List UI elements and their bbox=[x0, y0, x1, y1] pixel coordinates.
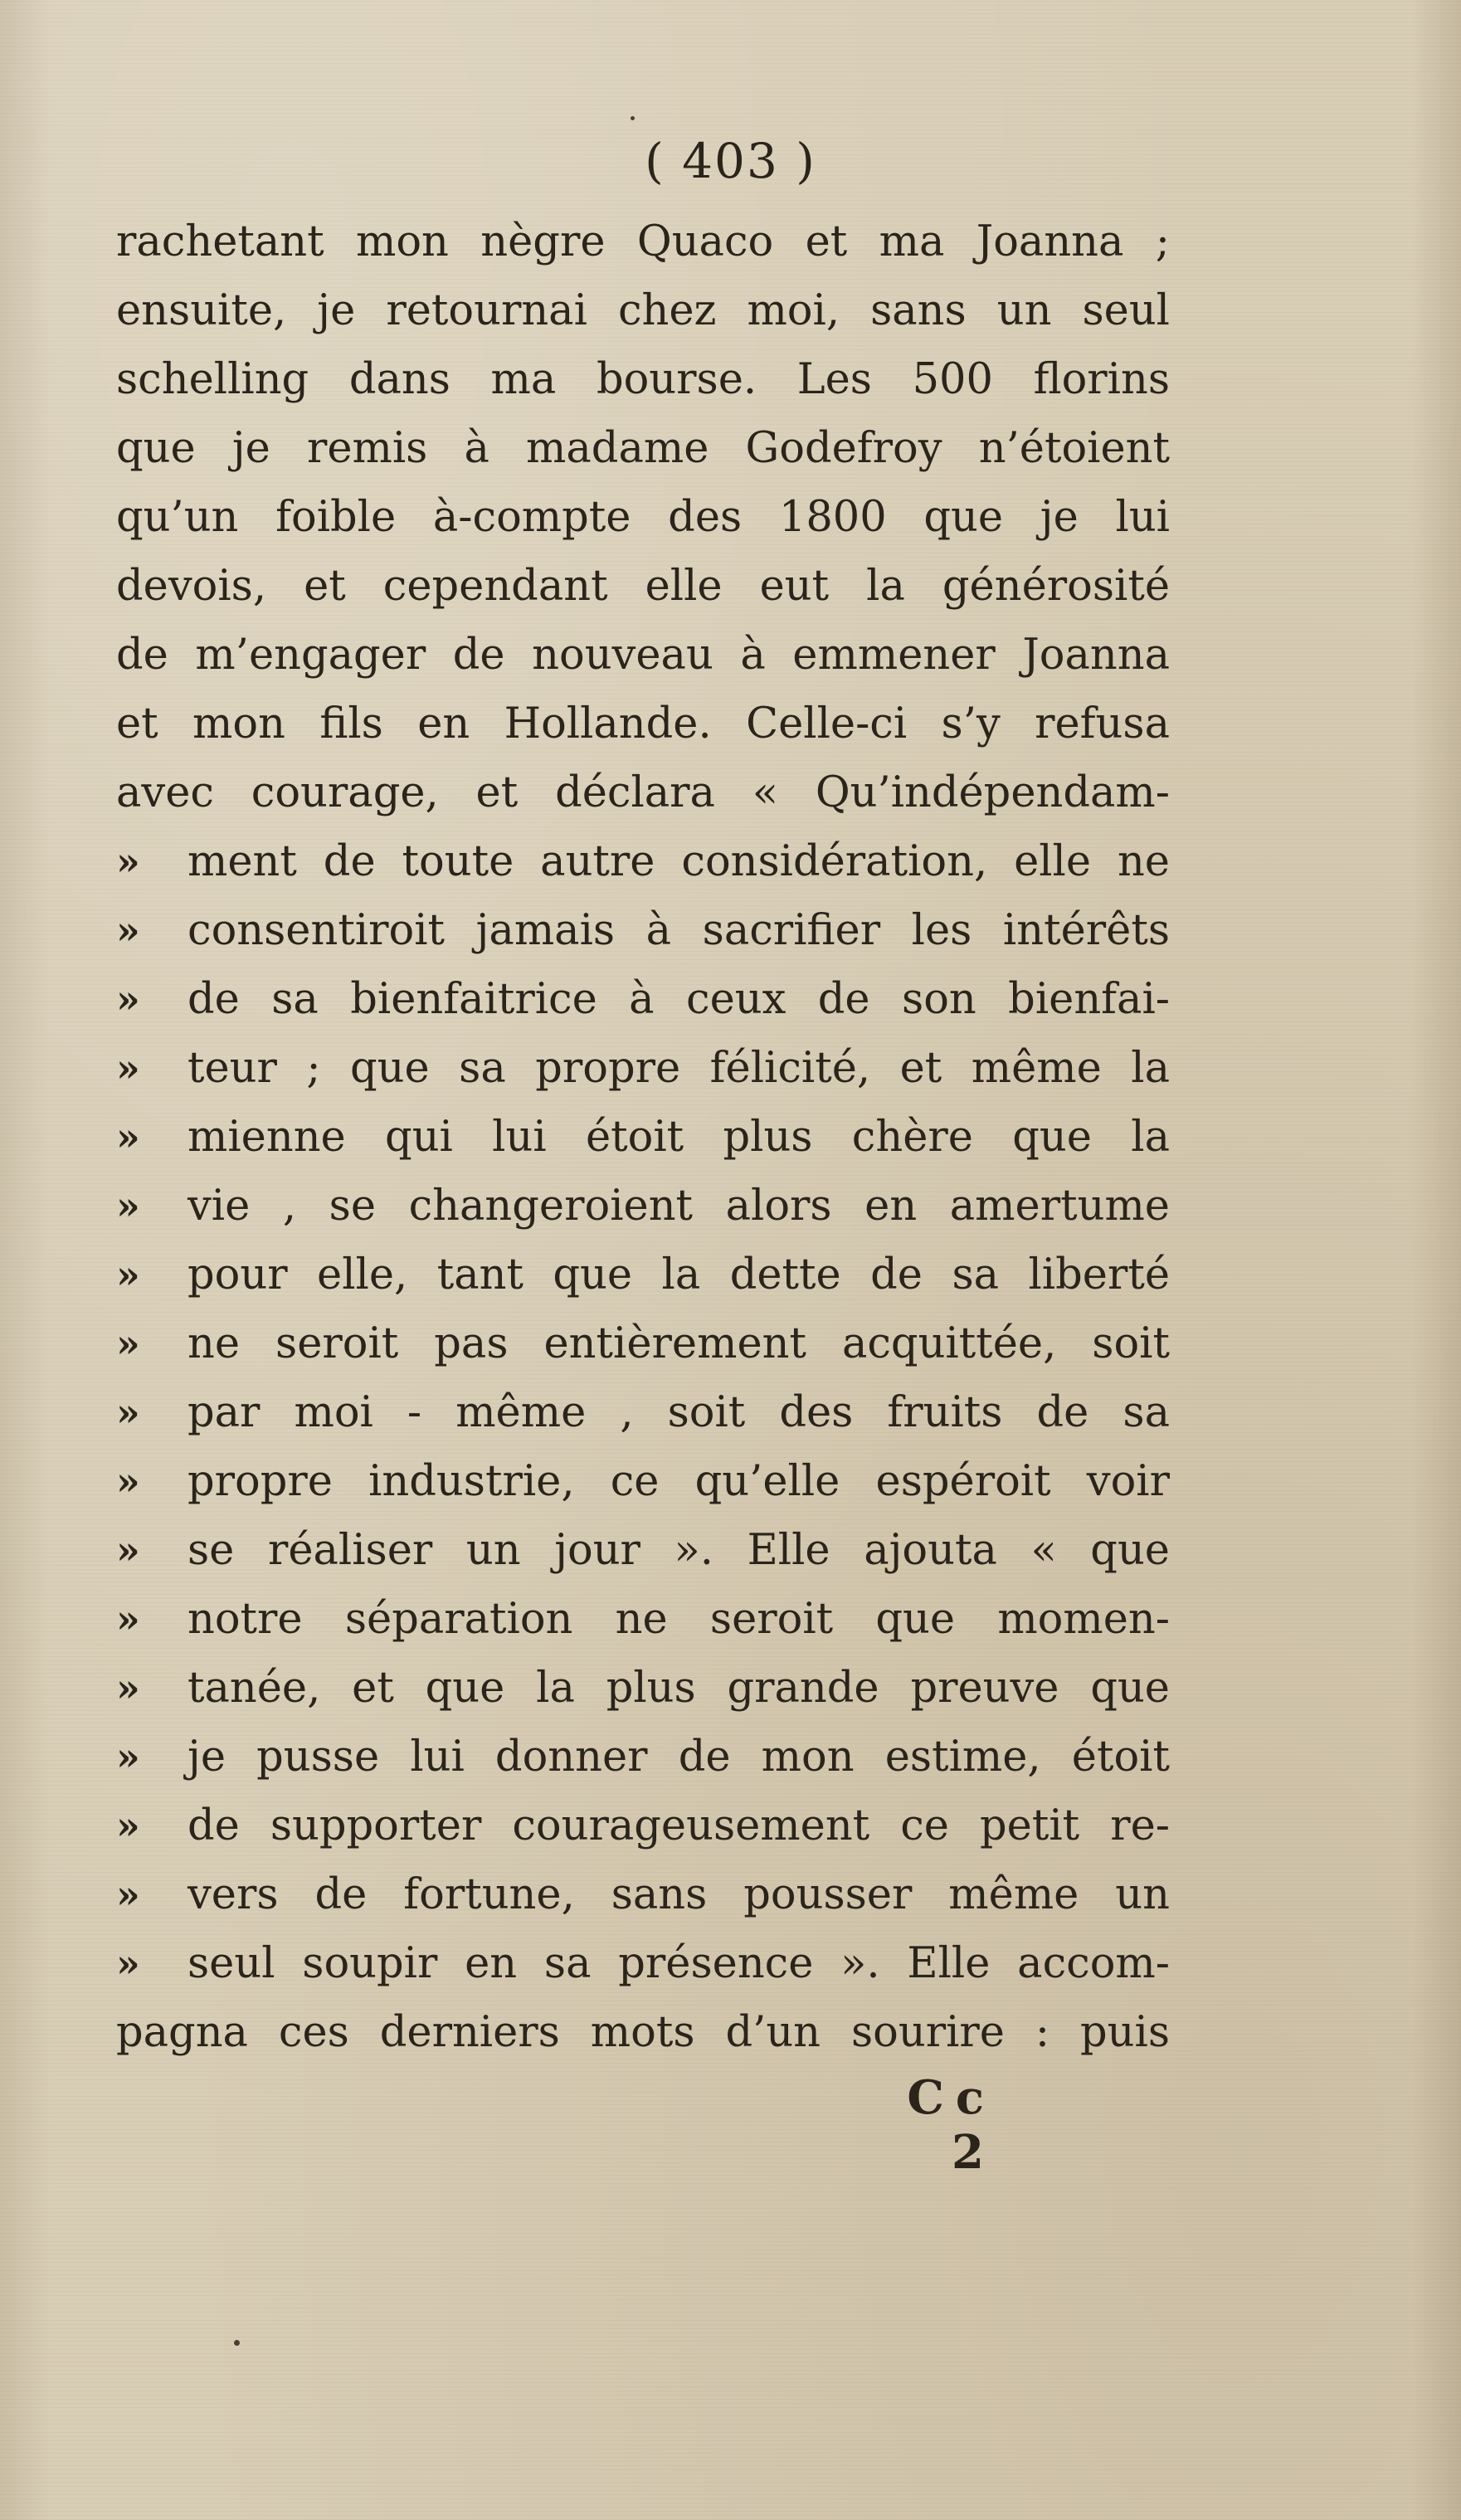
text-line bbox=[116, 276, 1170, 345]
line-text: ensuite, je retournai chez moi, sans un seul bbox=[116, 286, 1170, 335]
text-line bbox=[116, 1516, 1170, 1585]
quote-mark: » bbox=[116, 1941, 140, 1986]
line-text: seul soupir en sa présence ». Elle accom- bbox=[187, 1939, 1170, 1988]
line-text: teur ; que sa propre félicité, et même la bbox=[187, 1044, 1170, 1093]
page-left-edge-shadow bbox=[0, 0, 50, 2520]
text-line bbox=[116, 1241, 1170, 1309]
quote-mark: » bbox=[116, 1252, 140, 1297]
quote-mark: » bbox=[116, 1321, 140, 1366]
text-line bbox=[116, 1723, 1170, 1791]
text-line bbox=[116, 827, 1170, 896]
text-line bbox=[116, 690, 1170, 758]
line-text: rachetant mon nègre Quaco et ma Joanna ; bbox=[116, 217, 1170, 266]
quote-mark: » bbox=[116, 1596, 140, 1641]
quote-mark: » bbox=[116, 1183, 140, 1228]
text-line bbox=[116, 345, 1170, 414]
line-text: schelling dans ma bourse. Les 500 florins bbox=[116, 355, 1170, 404]
line-text: qu’un foible à-compte des 1800 que je lui bbox=[116, 493, 1170, 542]
line-text: devois, et cependant elle eut la générosité bbox=[116, 562, 1170, 611]
quote-mark: » bbox=[116, 908, 140, 953]
line-text: pour elle, tant que la dette de sa liberté bbox=[187, 1250, 1170, 1299]
text-line bbox=[116, 1172, 1170, 1241]
text-line bbox=[116, 1998, 1170, 2067]
line-text: ne seroit pas entièrement acquittée, soit bbox=[187, 1319, 1170, 1368]
text-line bbox=[116, 414, 1170, 483]
ink-speck bbox=[234, 2340, 240, 2346]
line-text: notre séparation ne seroit que momen- bbox=[187, 1595, 1170, 1644]
body-text bbox=[116, 207, 1170, 2067]
text-line bbox=[116, 1654, 1170, 1723]
text-line bbox=[116, 1309, 1170, 1378]
line-text: ment de toute autre considération, elle ne bbox=[187, 837, 1170, 886]
line-text: je pusse lui donner de mon estime, étoit bbox=[187, 1733, 1170, 1782]
line-text: vers de fortune, sans pousser même un bbox=[187, 1870, 1170, 1919]
quote-mark: » bbox=[116, 1803, 140, 1848]
signature-mark: Cc 2 bbox=[907, 2070, 996, 2180]
quote-mark: » bbox=[116, 1459, 140, 1504]
text-line bbox=[116, 758, 1170, 827]
quote-mark: » bbox=[116, 1872, 140, 1917]
line-text: mienne qui lui étoit plus chère que la bbox=[187, 1113, 1170, 1162]
text-line bbox=[116, 483, 1170, 552]
line-text: et mon fils en Hollande. Celle-ci s’y refusa bbox=[116, 699, 1170, 748]
line-text: de sa bienfaitrice à ceux de son bienfai- bbox=[187, 975, 1170, 1024]
quote-mark: » bbox=[116, 1734, 140, 1779]
line-text: propre industrie, ce qu’elle espéroit voir bbox=[187, 1457, 1170, 1506]
line-text: de supporter courageusement ce petit re- bbox=[187, 1801, 1170, 1850]
text-line bbox=[116, 1860, 1170, 1929]
line-text: tanée, et que la plus grande preuve que bbox=[187, 1664, 1170, 1713]
text-line bbox=[116, 552, 1170, 621]
text-line bbox=[116, 621, 1170, 690]
page-right-edge-shadow bbox=[1411, 0, 1461, 2520]
line-text: de m’engager de nouveau à emmener Joanna bbox=[116, 631, 1170, 680]
quote-mark: » bbox=[116, 977, 140, 1021]
quote-mark: » bbox=[116, 1390, 140, 1435]
quote-mark: » bbox=[116, 1665, 140, 1710]
quote-mark: » bbox=[116, 1114, 140, 1159]
text-line bbox=[116, 207, 1170, 276]
line-text: vie , se changeroient alors en amertume bbox=[187, 1182, 1170, 1231]
text-line bbox=[116, 1103, 1170, 1172]
text-line bbox=[116, 896, 1170, 965]
line-text: avec courage, et déclara « Qu’indépendam- bbox=[116, 768, 1170, 817]
quote-mark: » bbox=[116, 839, 140, 884]
text-line bbox=[116, 965, 1170, 1034]
text-line bbox=[116, 1585, 1170, 1654]
quote-mark: » bbox=[116, 1528, 140, 1572]
line-text: par moi - même , soit des fruits de sa bbox=[187, 1388, 1170, 1437]
line-text: pagna ces derniers mots d’un sourire : puis bbox=[116, 2008, 1170, 2057]
text-line bbox=[116, 1034, 1170, 1103]
line-text: se réaliser un jour ». Elle ajouta « que bbox=[187, 1526, 1170, 1575]
line-text: que je remis à madame Godefroy n’étoient bbox=[116, 424, 1170, 473]
quote-mark: » bbox=[116, 1046, 140, 1090]
text-line bbox=[116, 1791, 1170, 1860]
text-line bbox=[116, 1929, 1170, 1998]
page-number: ( 403 ) bbox=[645, 133, 816, 189]
text-line bbox=[116, 1378, 1170, 1447]
text-line bbox=[116, 1447, 1170, 1516]
ink-speck bbox=[631, 116, 635, 120]
line-text: consentiroit jamais à sacrifier les intérêts bbox=[187, 906, 1170, 955]
